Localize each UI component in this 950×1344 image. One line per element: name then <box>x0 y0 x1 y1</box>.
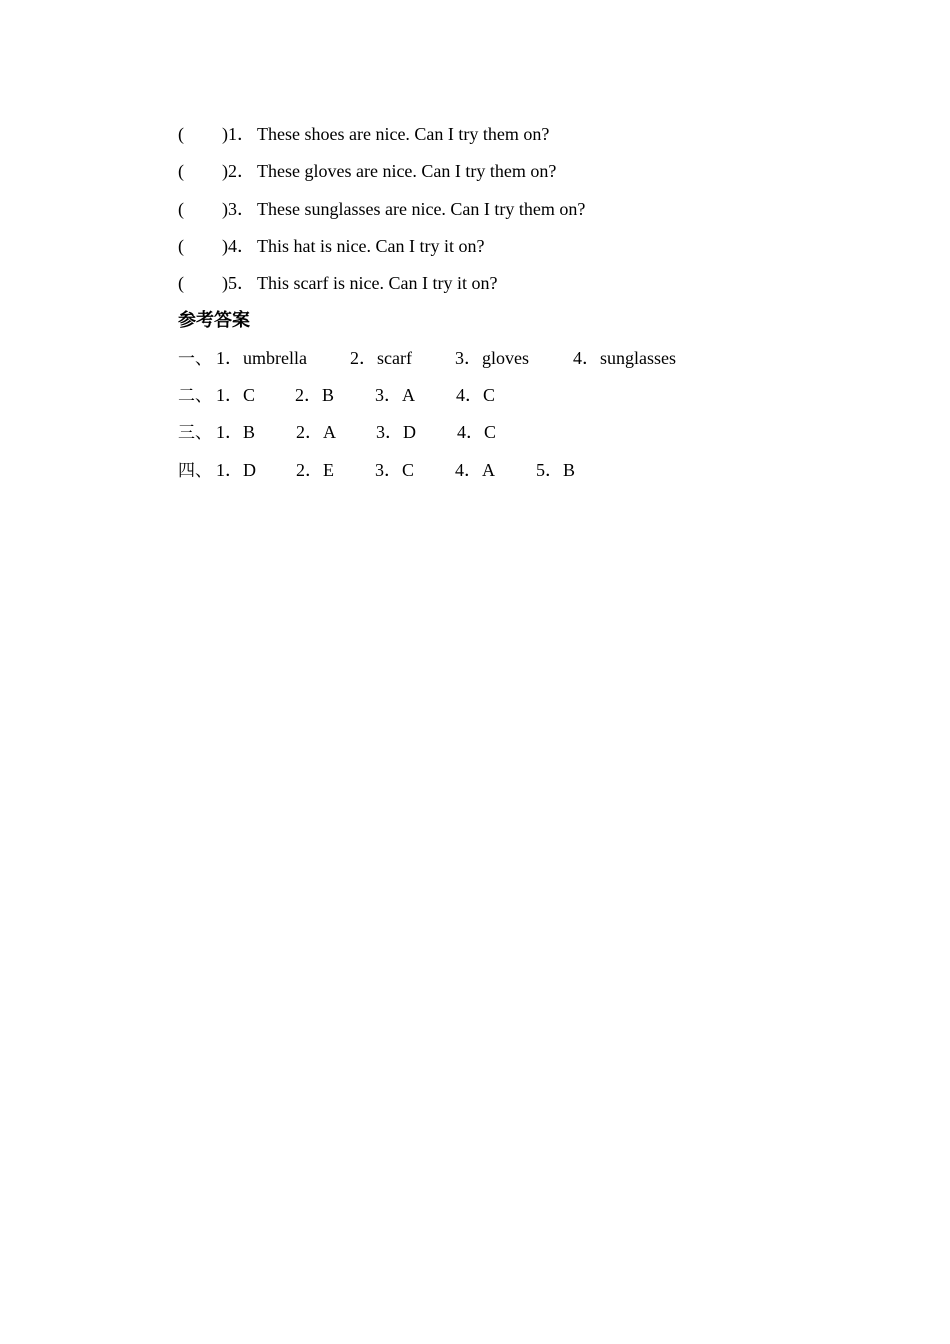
answer-item: 4．C <box>457 422 497 442</box>
answer-item: 4．C <box>456 385 496 405</box>
answer-section-4 <box>178 456 575 484</box>
question-number: )1． <box>222 124 255 144</box>
answer-blank: ( <box>178 273 184 293</box>
section-label: 一、 <box>178 349 212 369</box>
answer-item: 2．B <box>295 385 335 405</box>
answer-item: 4．sunglasses <box>573 348 676 368</box>
answer-item: 1．B <box>216 422 256 442</box>
answer-section-3 <box>178 418 496 446</box>
answer-item: 3．C <box>375 460 415 480</box>
section-label: 二、 <box>178 386 212 406</box>
question-text: These shoes are nice. Can I try them on? <box>257 124 550 144</box>
question-number: )4． <box>222 236 255 256</box>
question-number: )2． <box>222 161 255 181</box>
answer-blank: ( <box>178 199 184 219</box>
answer-blank: ( <box>178 124 184 144</box>
answer-item: 1．D <box>216 460 256 480</box>
answer-blank: ( <box>178 236 184 256</box>
answer-item: 3．gloves <box>455 348 529 368</box>
question-text: These sunglasses are nice. Can I try them on? <box>257 199 586 219</box>
answer-item: 2．E <box>296 460 334 480</box>
answer-item: 2．A <box>296 422 336 442</box>
answer-item: 2．scarf <box>350 348 412 368</box>
question-text: These gloves are nice. Can I try them on? <box>257 161 557 181</box>
answer-item: 1．umbrella <box>216 348 307 368</box>
section-label: 四、 <box>178 461 212 481</box>
answer-blank: ( <box>178 161 184 181</box>
answer-item: 4．A <box>455 460 495 480</box>
section-label: 三、 <box>178 423 212 443</box>
answer-item: 1．C <box>216 385 256 405</box>
question-text: This hat is nice. Can I try it on? <box>257 236 485 256</box>
question-text: This scarf is nice. Can I try it on? <box>257 273 498 293</box>
question-5 <box>178 269 497 297</box>
answer-key-heading: 参考答案 <box>178 310 250 331</box>
question-4 <box>178 232 484 260</box>
question-3 <box>178 195 585 223</box>
question-1 <box>178 120 549 148</box>
question-2 <box>178 157 556 185</box>
answer-item: 3．A <box>375 385 415 405</box>
answer-item: 3．D <box>376 422 416 442</box>
answer-section-1 <box>178 344 676 372</box>
question-number: )5． <box>222 273 255 293</box>
answer-item: 5．B <box>536 460 576 480</box>
question-number: )3． <box>222 199 255 219</box>
answer-section-2 <box>178 381 495 409</box>
